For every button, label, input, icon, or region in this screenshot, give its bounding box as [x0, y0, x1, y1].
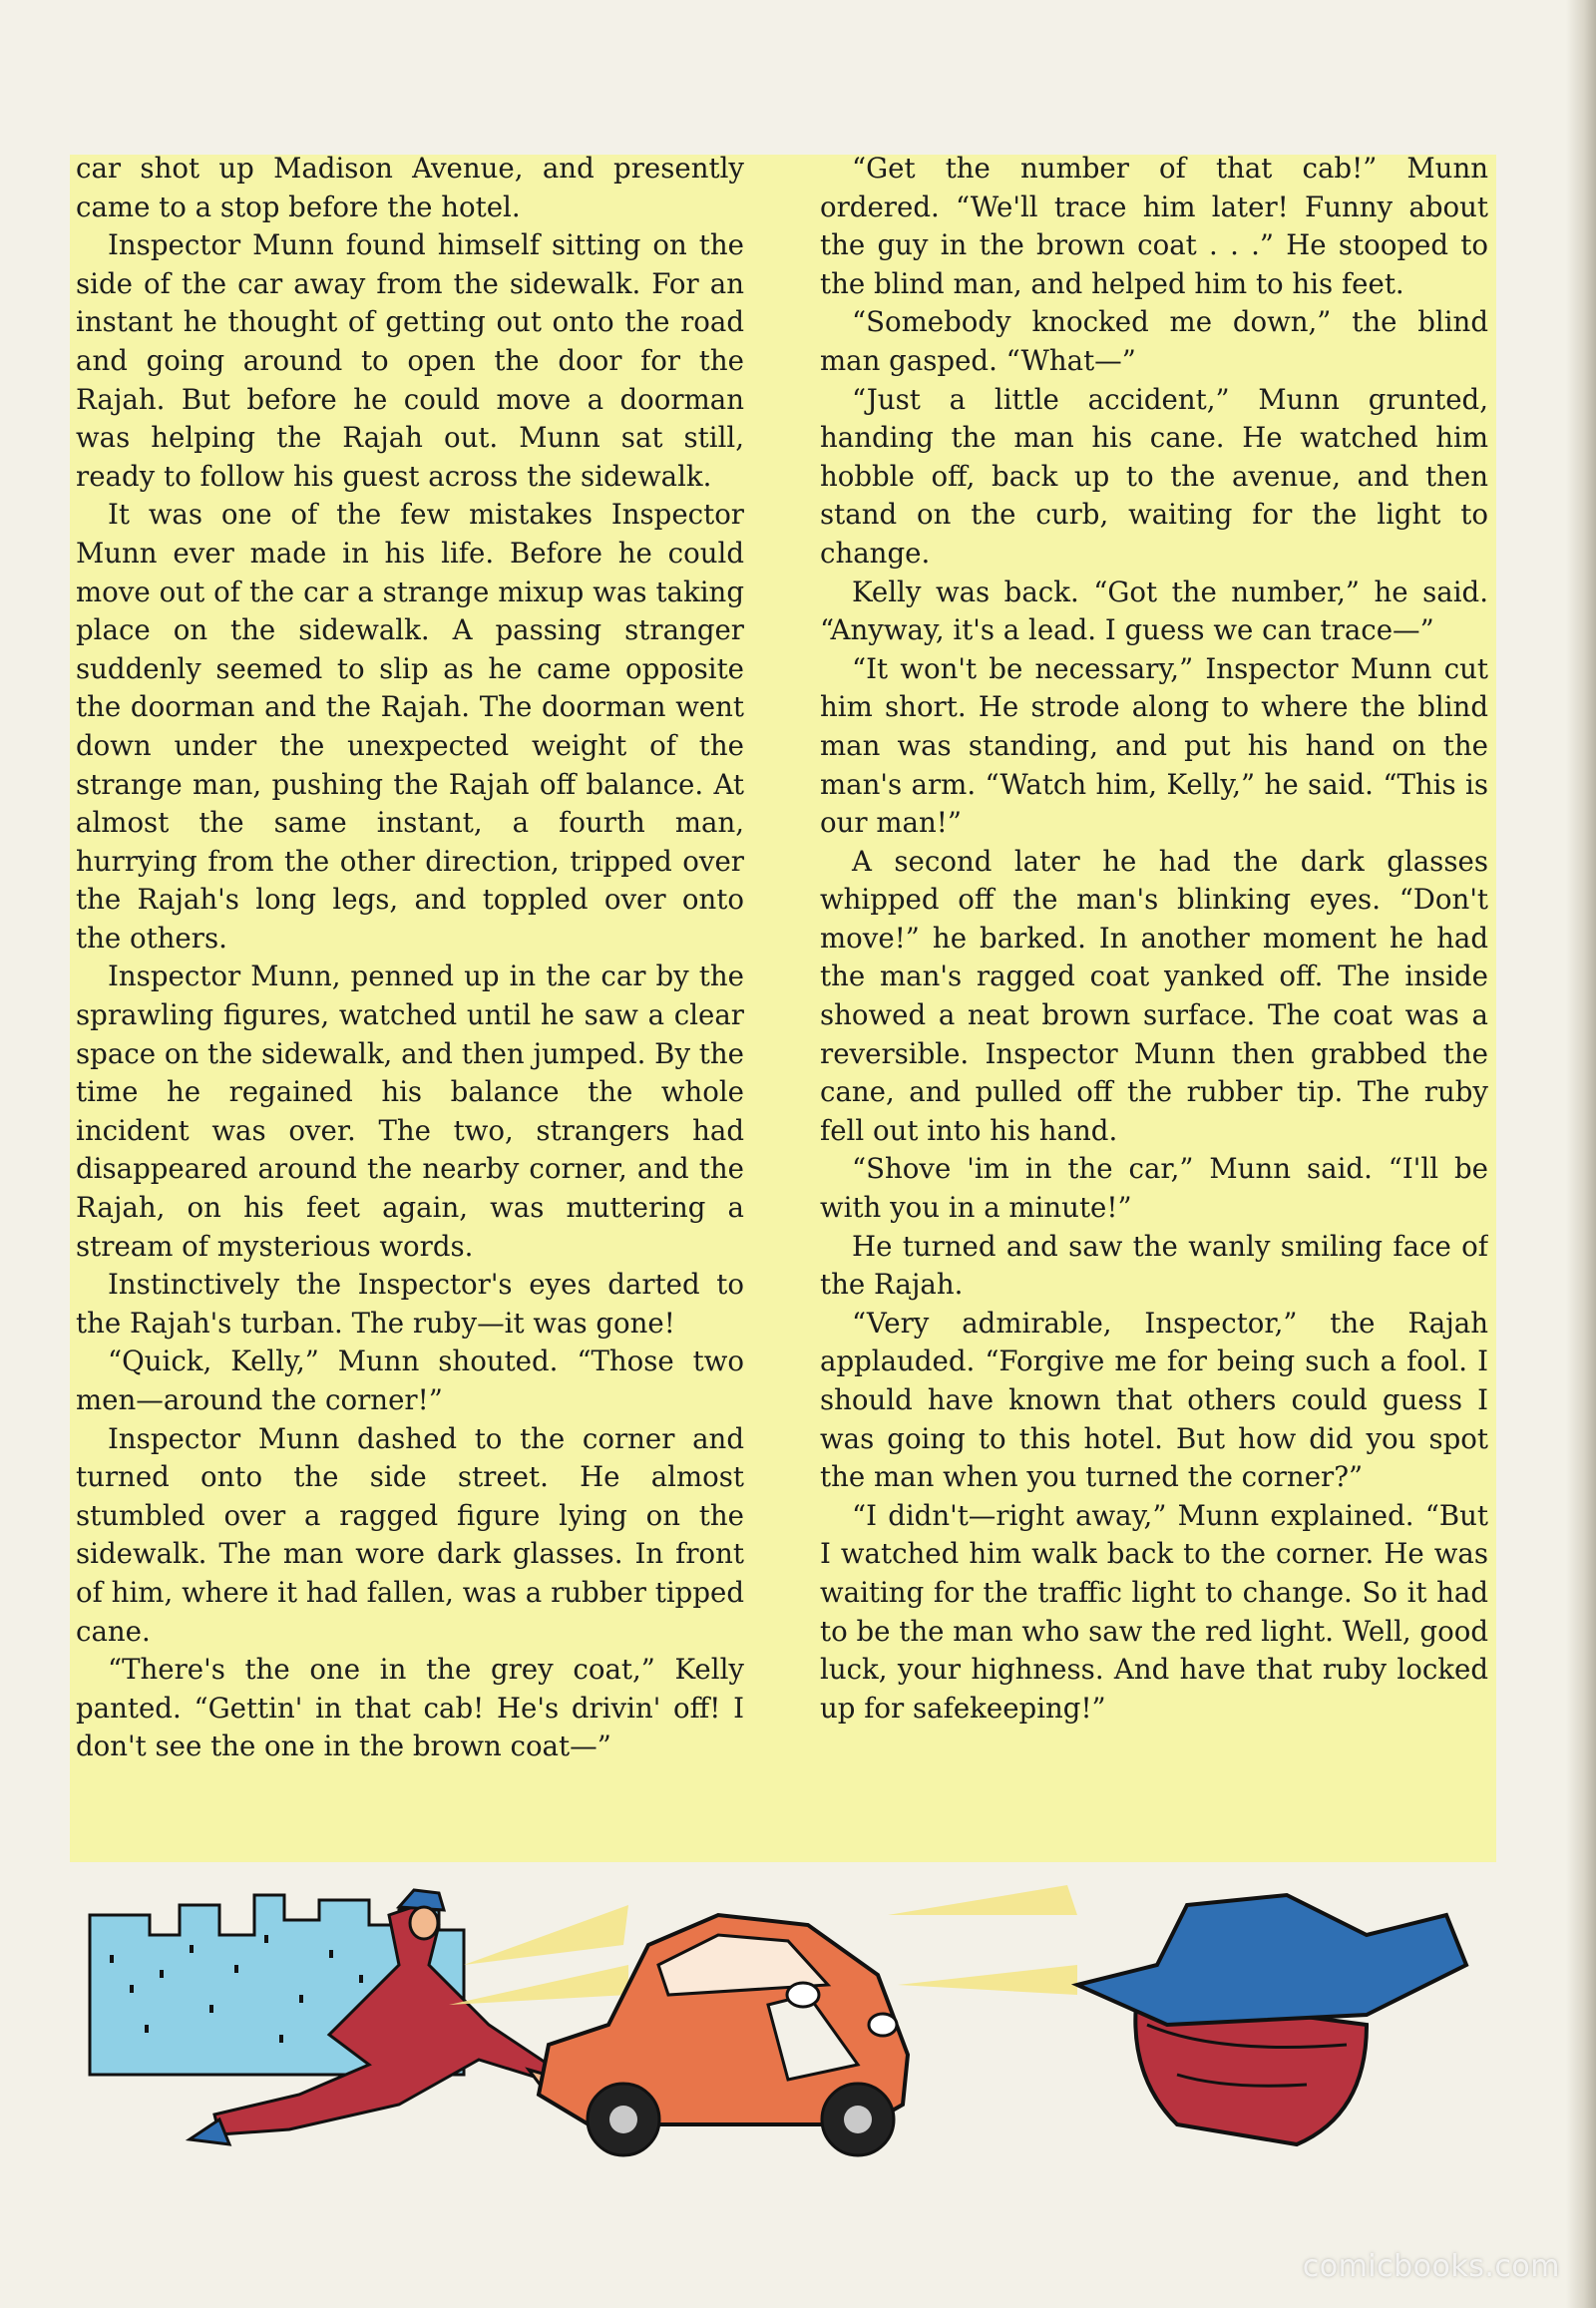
- paragraph: Instinctively the Inspector's eyes darted to the Rajah's turban. The ruby—it was gone!: [76, 1268, 744, 1340]
- paragraph: Inspector Munn found himself sitting on the side of the car away from the sidewalk. For an instant he thought of getting out onto the road and going around to open the door for the Rajah. But before he could move a doorman was helping the Rajah out. Munn sat still, ready to follow his guest across the sidewalk.: [76, 228, 744, 493]
- page-edge: [1566, 0, 1596, 2308]
- paragraph: car shot up Madison Avenue, and presently came to a stop before the hotel.: [76, 152, 744, 223]
- paragraph: “Just a little accident,” Munn grunted, handing the man his cane. He watched him hobble off, back up to the avenue, and then stand on the curb, waiting for the light to change.: [820, 382, 1488, 570]
- paragraph: “It won't be necessary,” Inspector Munn cut him short. He strode along to where the blind man was standing, and put his hand on the man's arm. “Watch him, Kelly,” he said. “This is our man!”: [820, 651, 1488, 840]
- paragraph: “Get the number of that cab!” Munn ordered. “We'll trace him later! Funny about the guy in the brown coat . . .” He stooped to the blind man, and helped him to his feet.: [820, 152, 1488, 300]
- paragraph: “Quick, Kelly,” Munn shouted. “Those two men—around the corner!”: [76, 1345, 744, 1416]
- illustration-strip: [70, 1875, 1506, 2184]
- paragraph: Inspector Munn dashed to the corner and turned onto the side street. He almost stumbled over a ragged figure lying on the sidewalk. The man wore dark glasses. In front of him, where it had fallen, was a rubber tipped cane.: [76, 1421, 744, 1648]
- car-illustration: [539, 1915, 908, 2155]
- paragraph: “Very admirable, Inspector,” the Rajah applauded. “Forgive me for being such a fool. I should have known that others could guess I was going to this hotel. But how did you spot the man when you turned the corner?”: [820, 1306, 1488, 1494]
- story-column-left: [76, 150, 744, 1865]
- paragraph: Kelly was back. “Got the number,” he said. “Anyway, it's a lead. I guess we can trace—”: [820, 575, 1488, 647]
- story-column-right: [820, 150, 1488, 1865]
- paragraph: “Somebody knocked me down,” the blind man gasped. “What—”: [820, 305, 1488, 377]
- paragraph: “Shove 'im in the car,” Munn said. “I'll be with you in a minute!”: [820, 1152, 1488, 1225]
- paragraph: A second later he had the dark glasses whipped off the man's blinking eyes. “Don't move!” he barked. In another moment he had the man's ragged coat yanked off. The inside showed a neat brown surface. The coat was a reversible. Inspector Munn then grabbed the cane, and pulled off the rubber tip. The ruby fell out into his hand.: [820, 844, 1488, 1147]
- paragraph: It was one of the few mistakes Inspector Munn ever made in his life. Before he could move out of the car a strange mixup was taking place on the sidewalk. A passing stranger suddenly seemed to slip as he came opposite the doorman and the Rajah. The doorman went down under the unexpected weight of the strange man, pushing the Rajah off balance. At almost the same instant, a fourth man, hurrying from the other direction, tripped over the Rajah's long legs, and toppled over onto the others.: [76, 498, 744, 955]
- watermark: comicbooks.com: [1302, 2249, 1560, 2284]
- paragraph: “There's the one in the grey coat,” Kelly panted. “Gettin' in that cab! He's drivin' off! I don't see the one in the brown coat—”: [76, 1653, 744, 1763]
- paragraph: He turned and saw the wanly smiling face of the Rajah.: [820, 1229, 1488, 1302]
- detective-face-illustration: [1077, 1895, 1466, 2144]
- paragraph: “I didn't—right away,” Munn explained. “But I watched him walk back to the corner. He was waiting for the traffic light to change. So it had to be the man who saw the red light. Well, good luck, your highness. And have that ruby locked up for safekeeping!”: [820, 1498, 1488, 1725]
- paragraph: Inspector Munn, penned up in the car by the sprawling figures, watched until he saw a clear space on the sidewalk, and then jumped. By the time he regained his balance the whole incident was over. The two, strangers had disappeared around the nearby corner, and the Rajah, on his feet again, was muttering a stream of mysterious words.: [76, 960, 744, 1263]
